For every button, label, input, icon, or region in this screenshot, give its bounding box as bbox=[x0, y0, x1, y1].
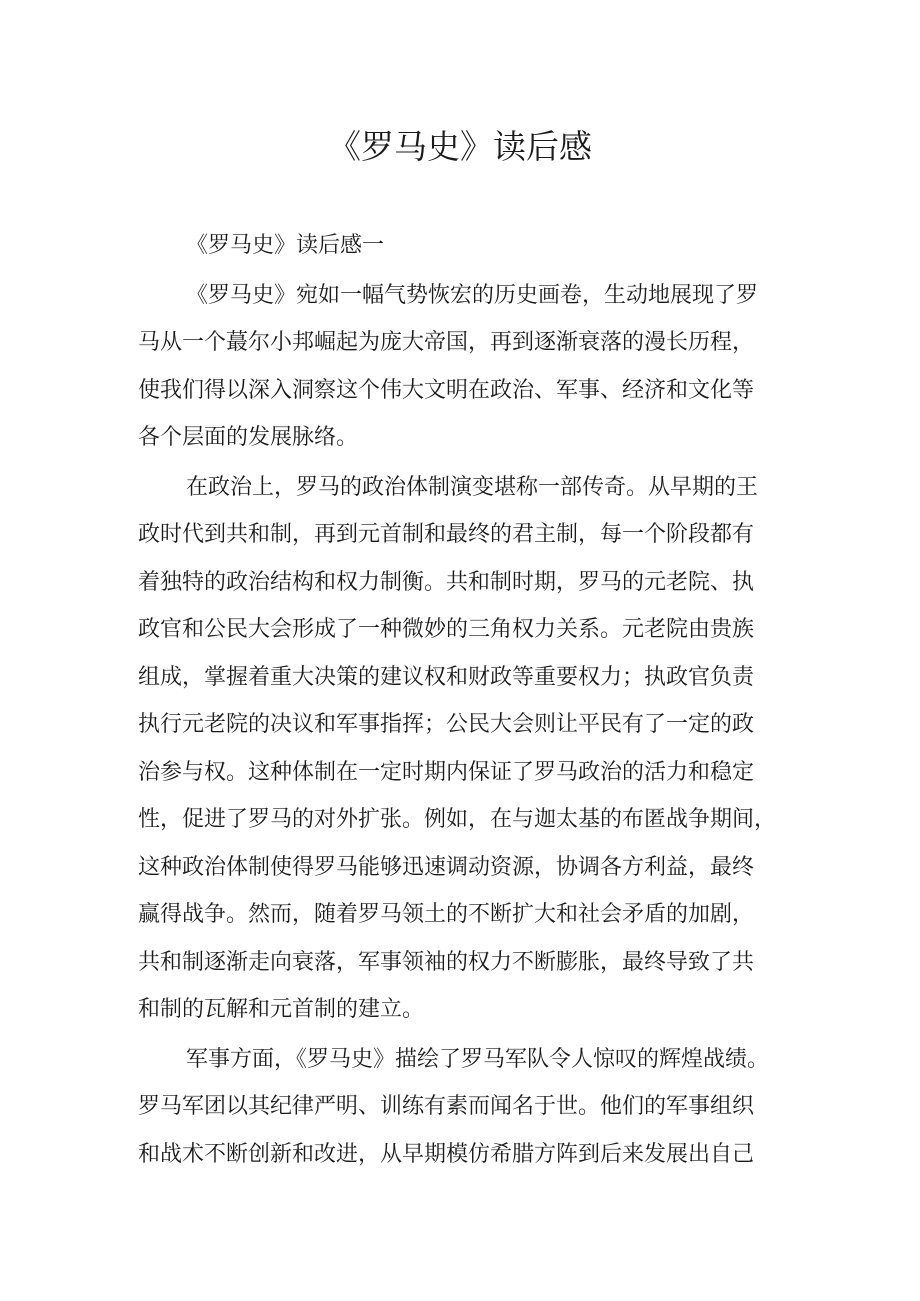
text-line: 和战术不断创新和改进，从早期模仿希腊方阵到后来发展出自己 bbox=[138, 1141, 755, 1167]
text-line: 着独特的政治结构和权力制衡。共和制时期，罗马的元老院、执 bbox=[138, 569, 755, 595]
text-line: 和制的瓦解和元首制的建立。 bbox=[138, 997, 425, 1022]
paragraph-intro bbox=[138, 272, 798, 462]
section-heading: 《罗马史》读后感一 bbox=[186, 233, 385, 258]
text-line: 政官和公民大会形成了一种微妙的三角权力关系。元老院由贵族 bbox=[138, 617, 755, 642]
text-line: 性，促进了罗马的对外扩张。例如，在与迦太基的布匿战争期间， bbox=[138, 807, 777, 832]
text-line: 罗马军团以其纪律严明、训练有素而闻名于世。他们的军事组织 bbox=[138, 1094, 755, 1119]
document-title: 《罗马史》读后感 bbox=[328, 127, 592, 166]
text-line: 共和制逐渐走向衰落，军事领袖的权力不断膨胀，最终导致了共 bbox=[138, 949, 755, 975]
text-line: 政时代到共和制，再到元首制和最终的君主制，每一个阶段都有 bbox=[138, 522, 755, 547]
text-line: 组成，掌握着重大决策的建议权和财政等重要权力；执政官负责 bbox=[138, 664, 755, 690]
text-line: 在政治上，罗马的政治体制演变堪称一部传奇。从早期的王 bbox=[186, 474, 759, 500]
text-line: 这种政治体制使得罗马能够迅速调动资源，协调各方利益，最终 bbox=[138, 854, 755, 880]
text-line: 马从一个蕞尔小邦崛起为庞大帝国，再到逐渐衰落的漫长历程， bbox=[138, 330, 755, 355]
text-line: 各个层面的发展脉络。 bbox=[138, 425, 359, 450]
document-body bbox=[138, 222, 798, 1178]
paragraph-military bbox=[138, 1036, 798, 1179]
text-line: 治参与权。这种体制在一定时期内保证了罗马政治的活力和稳定 bbox=[138, 759, 755, 785]
text-line: 军事方面，《罗马史》描绘了罗马军队令人惊叹的辉煌战绩。 bbox=[186, 1046, 770, 1072]
text-line: 使我们得以深入洞察这个伟大文明在政治、军事、经济和文化等 bbox=[138, 377, 755, 403]
paragraph-politics bbox=[138, 464, 798, 1034]
text-line: 执行元老院的决议和军事指挥；公民大会则让平民有了一定的政 bbox=[138, 712, 755, 737]
text-line: 《罗马史》宛如一幅气势恢宏的历史画卷，生动地展现了罗 bbox=[186, 282, 759, 308]
text-line: 赢得战争。然而，随着罗马领土的不断扩大和社会矛盾的加剧， bbox=[138, 902, 755, 927]
